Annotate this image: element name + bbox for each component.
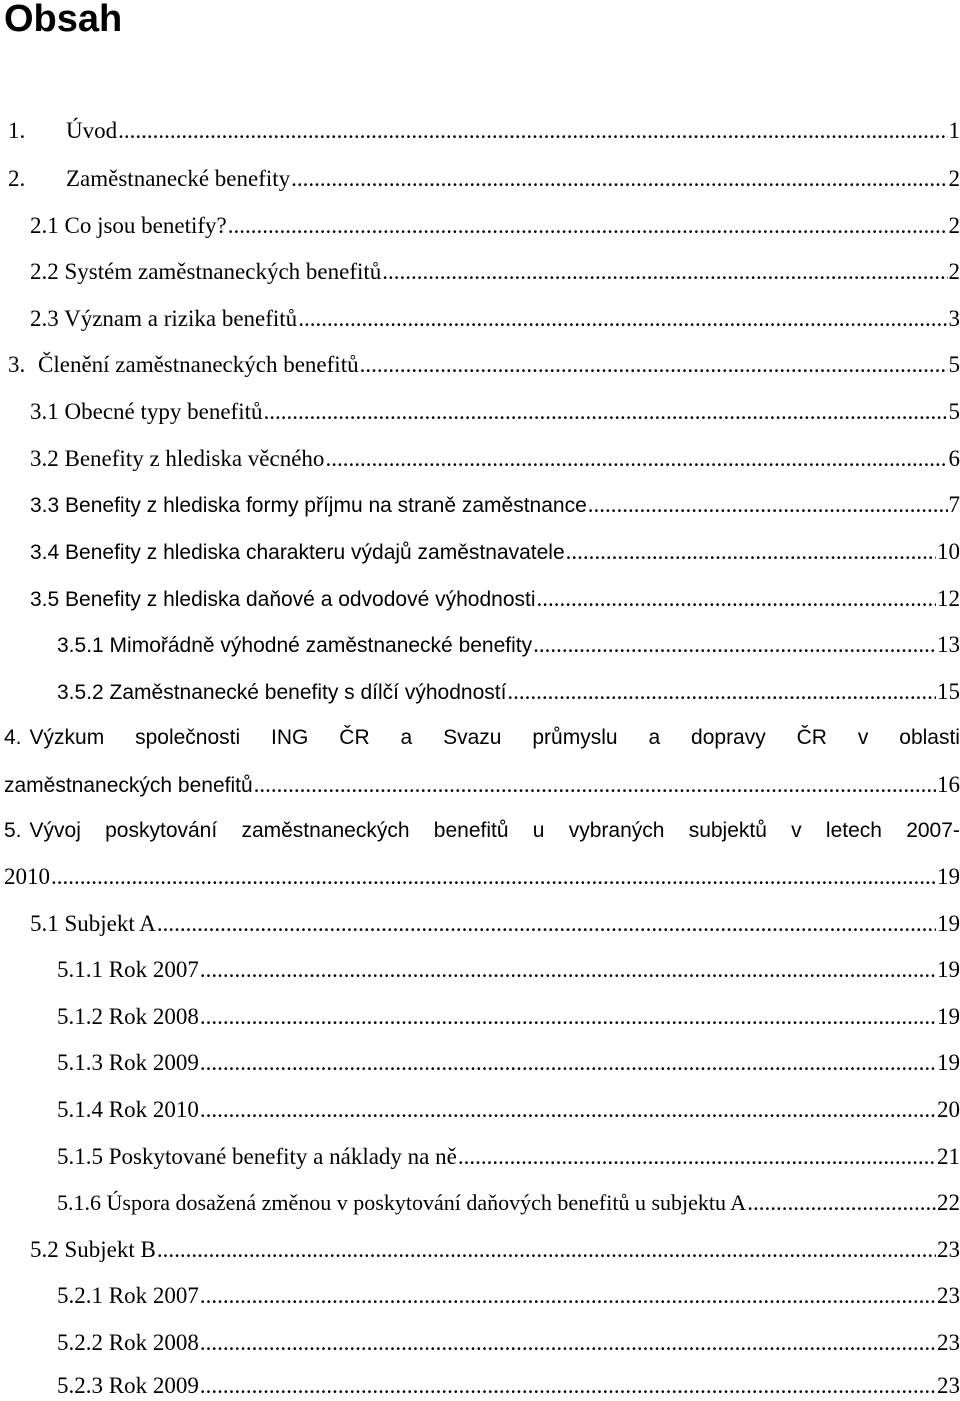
toc-entry-title: Členění zaměstnaneckých benefitů xyxy=(38,352,359,377)
toc-entry[interactable] xyxy=(0,1188,960,1218)
toc-entry[interactable] xyxy=(0,584,960,614)
toc-leader-dots xyxy=(157,1235,936,1265)
toc-entry-number: 2. xyxy=(8,166,26,191)
toc-entry-page: 12 xyxy=(937,586,960,611)
toc-entry[interactable] xyxy=(0,1142,960,1172)
toc-entry-page: 7 xyxy=(948,492,960,517)
toc-title-word: a xyxy=(400,726,413,749)
toc-entry[interactable] xyxy=(0,537,960,567)
toc-leader-dots xyxy=(298,304,947,334)
toc-entry-page: 6 xyxy=(948,446,960,471)
toc-entry[interactable] xyxy=(0,630,960,660)
toc-title-word: Výzkum xyxy=(29,726,105,749)
toc-entry-title: 5.1.4 Rok 2010 xyxy=(57,1097,199,1122)
toc-entry-title: 3.5.2 Zaměstnanecké benefity s dílčí výhodností xyxy=(57,681,507,704)
toc-leader-dots xyxy=(51,862,936,892)
toc-entry-page: 23 xyxy=(937,1373,960,1398)
toc-entry-page: 20 xyxy=(937,1097,960,1122)
toc-entry-page: 23 xyxy=(937,1237,960,1262)
toc-entry-continued[interactable] xyxy=(0,770,960,800)
toc-entry-title xyxy=(30,816,960,846)
toc-entry[interactable] xyxy=(0,304,960,334)
toc-entry-title: 5.1.5 Poskytované benefity a náklady na ně xyxy=(57,1144,457,1169)
toc-entry[interactable] xyxy=(0,1328,960,1358)
toc-entry-page: 2 xyxy=(948,166,960,191)
toc-leader-dots xyxy=(458,1142,936,1172)
toc-entry-title: 3.3 Benefity z hlediska formy příjmu na straně zaměstnance xyxy=(30,494,587,517)
toc-entry[interactable] xyxy=(0,490,960,520)
toc-leader-dots xyxy=(382,257,947,287)
toc-leader-dots xyxy=(200,955,936,985)
toc-entry-title: 5.1.1 Rok 2007 xyxy=(57,957,199,982)
toc-title-word: 2007- xyxy=(906,819,960,842)
toc-leader-dots xyxy=(118,116,947,146)
toc-leader-dots xyxy=(537,584,936,614)
toc-title-word: v xyxy=(791,819,802,842)
toc-title-word: ING xyxy=(271,726,309,749)
toc-entry-continued[interactable] xyxy=(0,862,960,892)
toc-entry[interactable] xyxy=(0,211,960,241)
toc-title-word: společnosti xyxy=(135,726,241,749)
toc-entry-page: 2 xyxy=(948,213,960,238)
toc-entry[interactable] xyxy=(0,1048,960,1078)
toc-entry-page: 19 xyxy=(937,1050,960,1075)
toc-title-word: v xyxy=(857,726,869,749)
toc-leader-dots xyxy=(200,1371,936,1401)
toc-entry[interactable] xyxy=(0,1281,960,1311)
toc-leader-dots xyxy=(200,1048,936,1078)
toc-entry-number: 5. xyxy=(4,819,22,842)
toc-title-word: letech xyxy=(825,819,882,842)
toc-entry-title: 3.2 Benefity z hlediska věcného xyxy=(30,446,325,471)
toc-title-word: ČR xyxy=(796,726,827,749)
toc-entry[interactable] xyxy=(0,257,960,287)
toc-entry[interactable] xyxy=(0,723,960,753)
toc-entry-title: 5.2.2 Rok 2008 xyxy=(57,1330,199,1355)
toc-entry-title: 5.1.2 Rok 2008 xyxy=(57,1004,199,1029)
toc-entry-title: Zaměstnanecké benefity xyxy=(66,166,291,191)
toc-entry-title: 2.1 Co jsou benetify? xyxy=(30,213,227,238)
toc-entry[interactable] xyxy=(0,816,960,846)
toc-title-word: dopravy xyxy=(691,726,766,749)
toc-title-word: zaměstnaneckých xyxy=(241,819,410,842)
toc-title-word: oblasti xyxy=(899,726,960,749)
toc-title-word: u xyxy=(532,819,545,842)
toc-title-word: Svazu xyxy=(443,726,502,749)
toc-entry[interactable] xyxy=(0,909,960,939)
toc-entry[interactable] xyxy=(0,350,960,380)
toc-leader-dots xyxy=(360,350,948,380)
toc-title-word: vybraných xyxy=(568,819,665,842)
toc-entry[interactable] xyxy=(0,1371,960,1401)
toc-title-word: Vývoj xyxy=(29,819,81,842)
toc-leader-dots xyxy=(228,211,948,241)
toc-entry-number: 1. xyxy=(8,118,26,143)
toc-entry-title: 5.1.3 Rok 2009 xyxy=(57,1050,199,1075)
toc-leader-dots xyxy=(507,677,936,707)
toc-leader-dots xyxy=(157,909,936,939)
toc-entry-page: 19 xyxy=(937,864,960,889)
toc-entry-title: 5.2.3 Rok 2009 xyxy=(57,1373,199,1398)
toc-entry-page: 22 xyxy=(937,1190,960,1215)
toc-entry-title: 5.1 Subjekt A xyxy=(30,911,156,936)
toc-title-word: benefitů xyxy=(433,819,509,842)
toc-entry-page: 3 xyxy=(948,306,960,331)
toc-title-word: ČR xyxy=(339,726,370,749)
toc-leader-dots xyxy=(200,1002,936,1032)
toc-entry-title xyxy=(30,723,960,753)
toc-entry-page: 1 xyxy=(948,118,960,143)
toc-entry-page: 10 xyxy=(937,539,960,564)
toc-entry-title: 2.3 Význam a rizika benefitů xyxy=(30,306,298,331)
toc-entry-page: 23 xyxy=(937,1330,960,1355)
toc-title-word: průmyslu xyxy=(532,726,618,749)
toc-entry-number: 4. xyxy=(4,726,22,749)
toc-entry-title: 3.5.1 Mimořádně výhodné zaměstnanecké benefity xyxy=(57,634,533,657)
toc-title-word: a xyxy=(648,726,661,749)
toc-entry-page: 5 xyxy=(948,352,960,377)
toc-leader-dots xyxy=(263,397,947,427)
toc-leader-dots xyxy=(291,164,947,194)
toc-entry[interactable] xyxy=(0,397,960,427)
toc-entry-title: Úvod xyxy=(66,118,118,143)
toc-entry-page: 21 xyxy=(937,1144,960,1169)
toc-entry-title: 3.5 Benefity z hlediska daňové a odvodové výhodnosti xyxy=(30,588,536,611)
toc-leader-dots xyxy=(200,1328,936,1358)
toc-entry[interactable] xyxy=(0,116,960,146)
toc-title-word: subjektů xyxy=(688,819,767,842)
toc-entry-page: 23 xyxy=(937,1283,960,1308)
toc-leader-dots xyxy=(747,1188,936,1218)
toc-entry[interactable] xyxy=(0,1095,960,1125)
toc-entry-page: 5 xyxy=(948,399,960,424)
toc-leader-dots xyxy=(200,1095,936,1125)
toc-entry-title: 3.1 Obecné typy benefitů xyxy=(30,399,263,424)
toc-entry[interactable] xyxy=(0,164,960,194)
page-title: Obsah xyxy=(4,0,123,40)
toc-leader-dots xyxy=(200,1281,936,1311)
toc-entry-title: zaměstnaneckých benefitů xyxy=(4,774,253,797)
toc-entry-title: 2010 xyxy=(4,864,50,889)
toc-entry-title: 3.4 Benefity z hlediska charakteru výdajů zaměstnavatele xyxy=(30,541,565,564)
toc-leader-dots xyxy=(533,630,936,660)
toc-leader-dots xyxy=(566,537,936,567)
toc-entry-title: 5.2 Subjekt B xyxy=(30,1237,156,1262)
toc-entry-page: 16 xyxy=(937,772,960,797)
toc-entry[interactable] xyxy=(0,1235,960,1265)
toc-entry[interactable] xyxy=(0,677,960,707)
toc-entry-title: 5.2.1 Rok 2007 xyxy=(57,1283,199,1308)
toc-leader-dots xyxy=(254,770,936,800)
toc-entry-title: 2.2 Systém zaměstnaneckých benefitů xyxy=(30,259,382,284)
toc-entry-page: 2 xyxy=(948,259,960,284)
toc-entry-page: 19 xyxy=(937,957,960,982)
toc-entry-number: 3. xyxy=(8,352,26,377)
toc-entry[interactable] xyxy=(0,1002,960,1032)
toc-entry-page: 13 xyxy=(937,632,960,657)
toc-entry-page: 15 xyxy=(937,679,960,704)
toc-entry-page: 19 xyxy=(937,1004,960,1029)
toc-entry[interactable] xyxy=(0,955,960,985)
toc-title-word: poskytování xyxy=(105,819,218,842)
toc-leader-dots xyxy=(325,444,947,474)
toc-entry-title: 5.1.6 Úspora dosažená změnou v poskytování daňových benefitů u subjektu A xyxy=(57,1190,747,1215)
toc-leader-dots xyxy=(588,490,948,520)
toc-entry-page: 19 xyxy=(937,911,960,936)
toc-entry[interactable] xyxy=(0,444,960,474)
